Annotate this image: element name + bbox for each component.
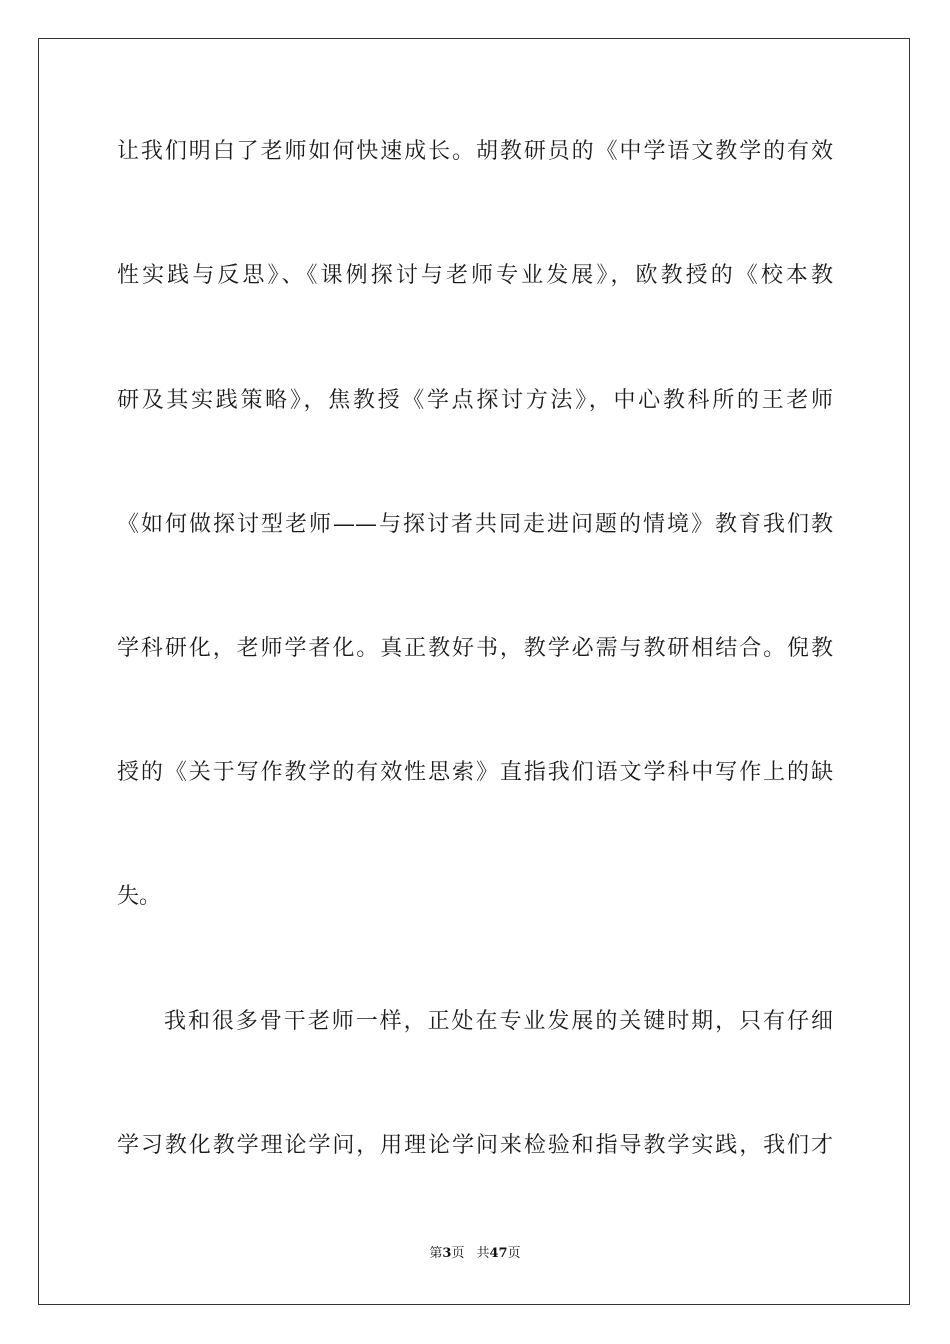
text-line-8: 我和很多骨干老师一样，正处在专业发展的关键时期，只有仔细 [164,1009,833,1034]
footer-page-suffix: 页 [451,1246,465,1261]
footer-page-prefix: 第 [429,1246,443,1261]
text-line-2: 性实践与反思》、《课例探讨与老师专业发展》，欧教授的《校本教 [117,263,833,288]
text-line-5: 学科研化，老师学者化。真正教好书，教学必需与教研相结合。倪教 [117,636,833,661]
footer-total-prefix: 共 [476,1246,490,1261]
footer-page-number: 3 [442,1246,452,1261]
text-line-4: 《如何做探讨型老师——与探讨者共同走进问题的情境》教育我们教 [117,512,833,537]
page-footer [0,1245,950,1263]
page-border [38,38,910,1305]
footer-total-pages: 47 [489,1246,508,1261]
text-line-6: 授的《关于写作教学的有效性思索》直指我们语文学科中写作上的缺 [117,760,833,785]
text-line-9: 学习教化教学理论学问，用理论学问来检验和指导教学实践，我们才 [117,1133,833,1158]
footer-total-suffix: 页 [507,1246,521,1261]
text-line-1: 让我们明白了老师如何快速成长。胡教研员的《中学语文教学的有效 [117,139,833,164]
text-line-7: 失。 [117,884,162,909]
text-line-3: 研及其实践策略》，焦教授《学点探讨方法》，中心教科所的王老师 [117,388,833,413]
